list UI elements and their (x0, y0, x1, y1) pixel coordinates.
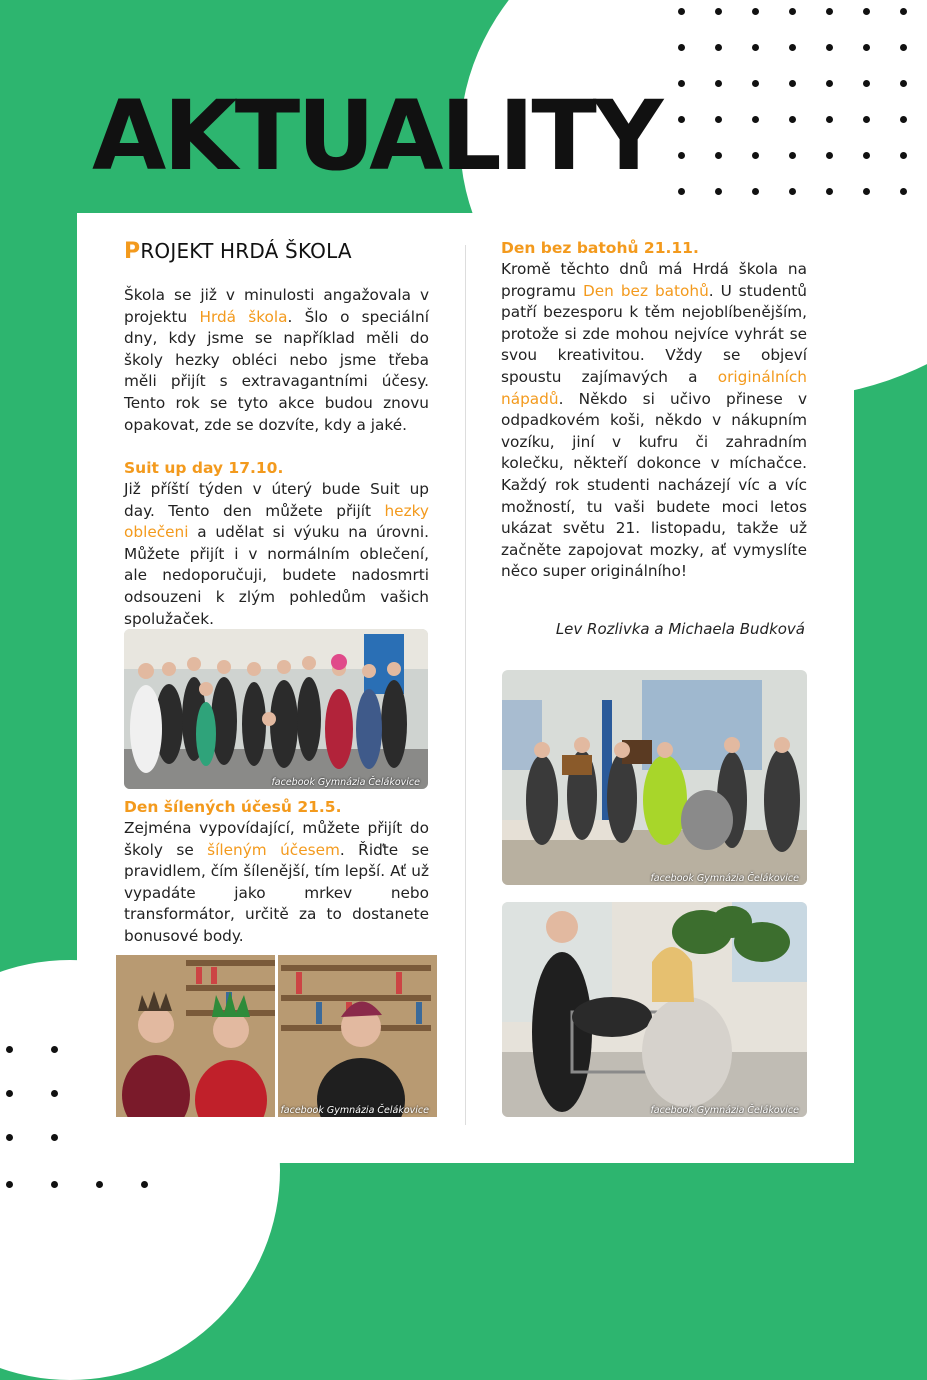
hair-highlight: šíleným účesem (207, 840, 340, 859)
photo-no-backpack-day-1-image (502, 670, 807, 885)
suit-up-heading: Suit up day 17.10. (124, 459, 284, 477)
crazy-hair-section (124, 797, 429, 948)
photo-caption: facebook Gymnázia Čelákovice (280, 1105, 429, 1116)
article-author: Lev Rozlivka a Michaela Budková (555, 620, 805, 638)
bags-highlight-1: Den bez batohů (582, 281, 709, 300)
bags-text-c: . Někdo si učivo přinese v odpadkovém koši, někdo v nákupním vozíku, jiní v kufru či zahradním kolečku, někteří dokonce v míchačce. Každý rok studenti nacházejí víc a víc možností, tu vaši budete moci letos ukázat světu 21. listopadu, takže už začněte zapojovat mozky, ať vymyslíte něco super originálního! (501, 389, 807, 581)
photo-crazy-hair-day-image (116, 955, 437, 1117)
suit-text-a: Již příští týden v úterý bude Suit up day. Tento den můžete přijít (124, 480, 429, 520)
no-backpack-heading: Den bez batohů 21.11. (501, 239, 699, 257)
photo-no-backpack-day-2 (502, 902, 807, 1117)
photo-no-backpack-day-2-image (502, 902, 807, 1117)
page-title: AKTUALITY (92, 80, 661, 192)
project-title (124, 239, 352, 264)
intro-text-a: Škola se již v minulosti angažovala v projektu (124, 286, 429, 326)
photo-no-backpack-day-1 (502, 670, 807, 885)
decorative-dot-row-bottom (6, 1181, 148, 1188)
photo-crazy-hair-day (116, 955, 437, 1117)
project-title-initial: P (124, 239, 141, 264)
intro-highlight: Hrdá škola (199, 307, 288, 326)
suit-up-section (124, 458, 429, 630)
column-divider (465, 245, 466, 1125)
photo-caption: facebook Gymnázia Čelákovice (650, 873, 799, 884)
photo-suit-up-day-image (124, 629, 428, 789)
intro-text-b: . Šlo o speciální dny, kdy jsme se například měli do školy hezky obléci nebo jsme třeba měli přijít s extravagantními účesy. Tento rok se tyto akce budou znovu opakovat, zde se dozvíte, kdy a jaké. (124, 307, 429, 434)
photo-caption: facebook Gymnázia Čelákovice (650, 1105, 799, 1116)
decorative-dot-grid-top (678, 8, 907, 195)
suit-highlight: hezky oblečeni (124, 501, 429, 542)
photo-caption: facebook Gymnázia Čelákovice (271, 777, 420, 788)
bags-text-a: Kromě těchto dnů má Hrdá škola na programu (501, 260, 807, 300)
bags-highlight-2: originálních nápadů (501, 367, 807, 408)
project-title-rest: ROJEKT HRDÁ ŠKOLA (140, 239, 352, 263)
hair-text-b: . Řiďte se pravidlem, čím šílenější, tím lepší. Ať už vypadáte jako mrkev nebo transformátor, určitě za to dostanete bonusové body. (124, 840, 429, 945)
suit-text-b: a udělat si výuku na úrovni. Můžete přijít i v normálním oblečení, ale nedoporučuji, budete nadosmrti odsouzeni k zlým pohledům vašich spolužaček. (124, 523, 429, 628)
crazy-hair-heading: Den šílených účesů 21.5. (124, 798, 342, 816)
bags-text-b: . U studentů patří bezesporu k těm nejoblíbenějším, protože si zde mohou nejvíce vyhrát se svou kreativitou. Vždy se objeví spoustu zajímavých a (501, 281, 807, 386)
project-intro (124, 285, 429, 436)
no-backpack-section (501, 238, 807, 583)
photo-suit-up-day (124, 629, 428, 789)
decorative-dot-grid-bottom (6, 1046, 58, 1141)
hair-text-a: Zejména vypovídající, můžete přijít do školy se (124, 819, 429, 859)
